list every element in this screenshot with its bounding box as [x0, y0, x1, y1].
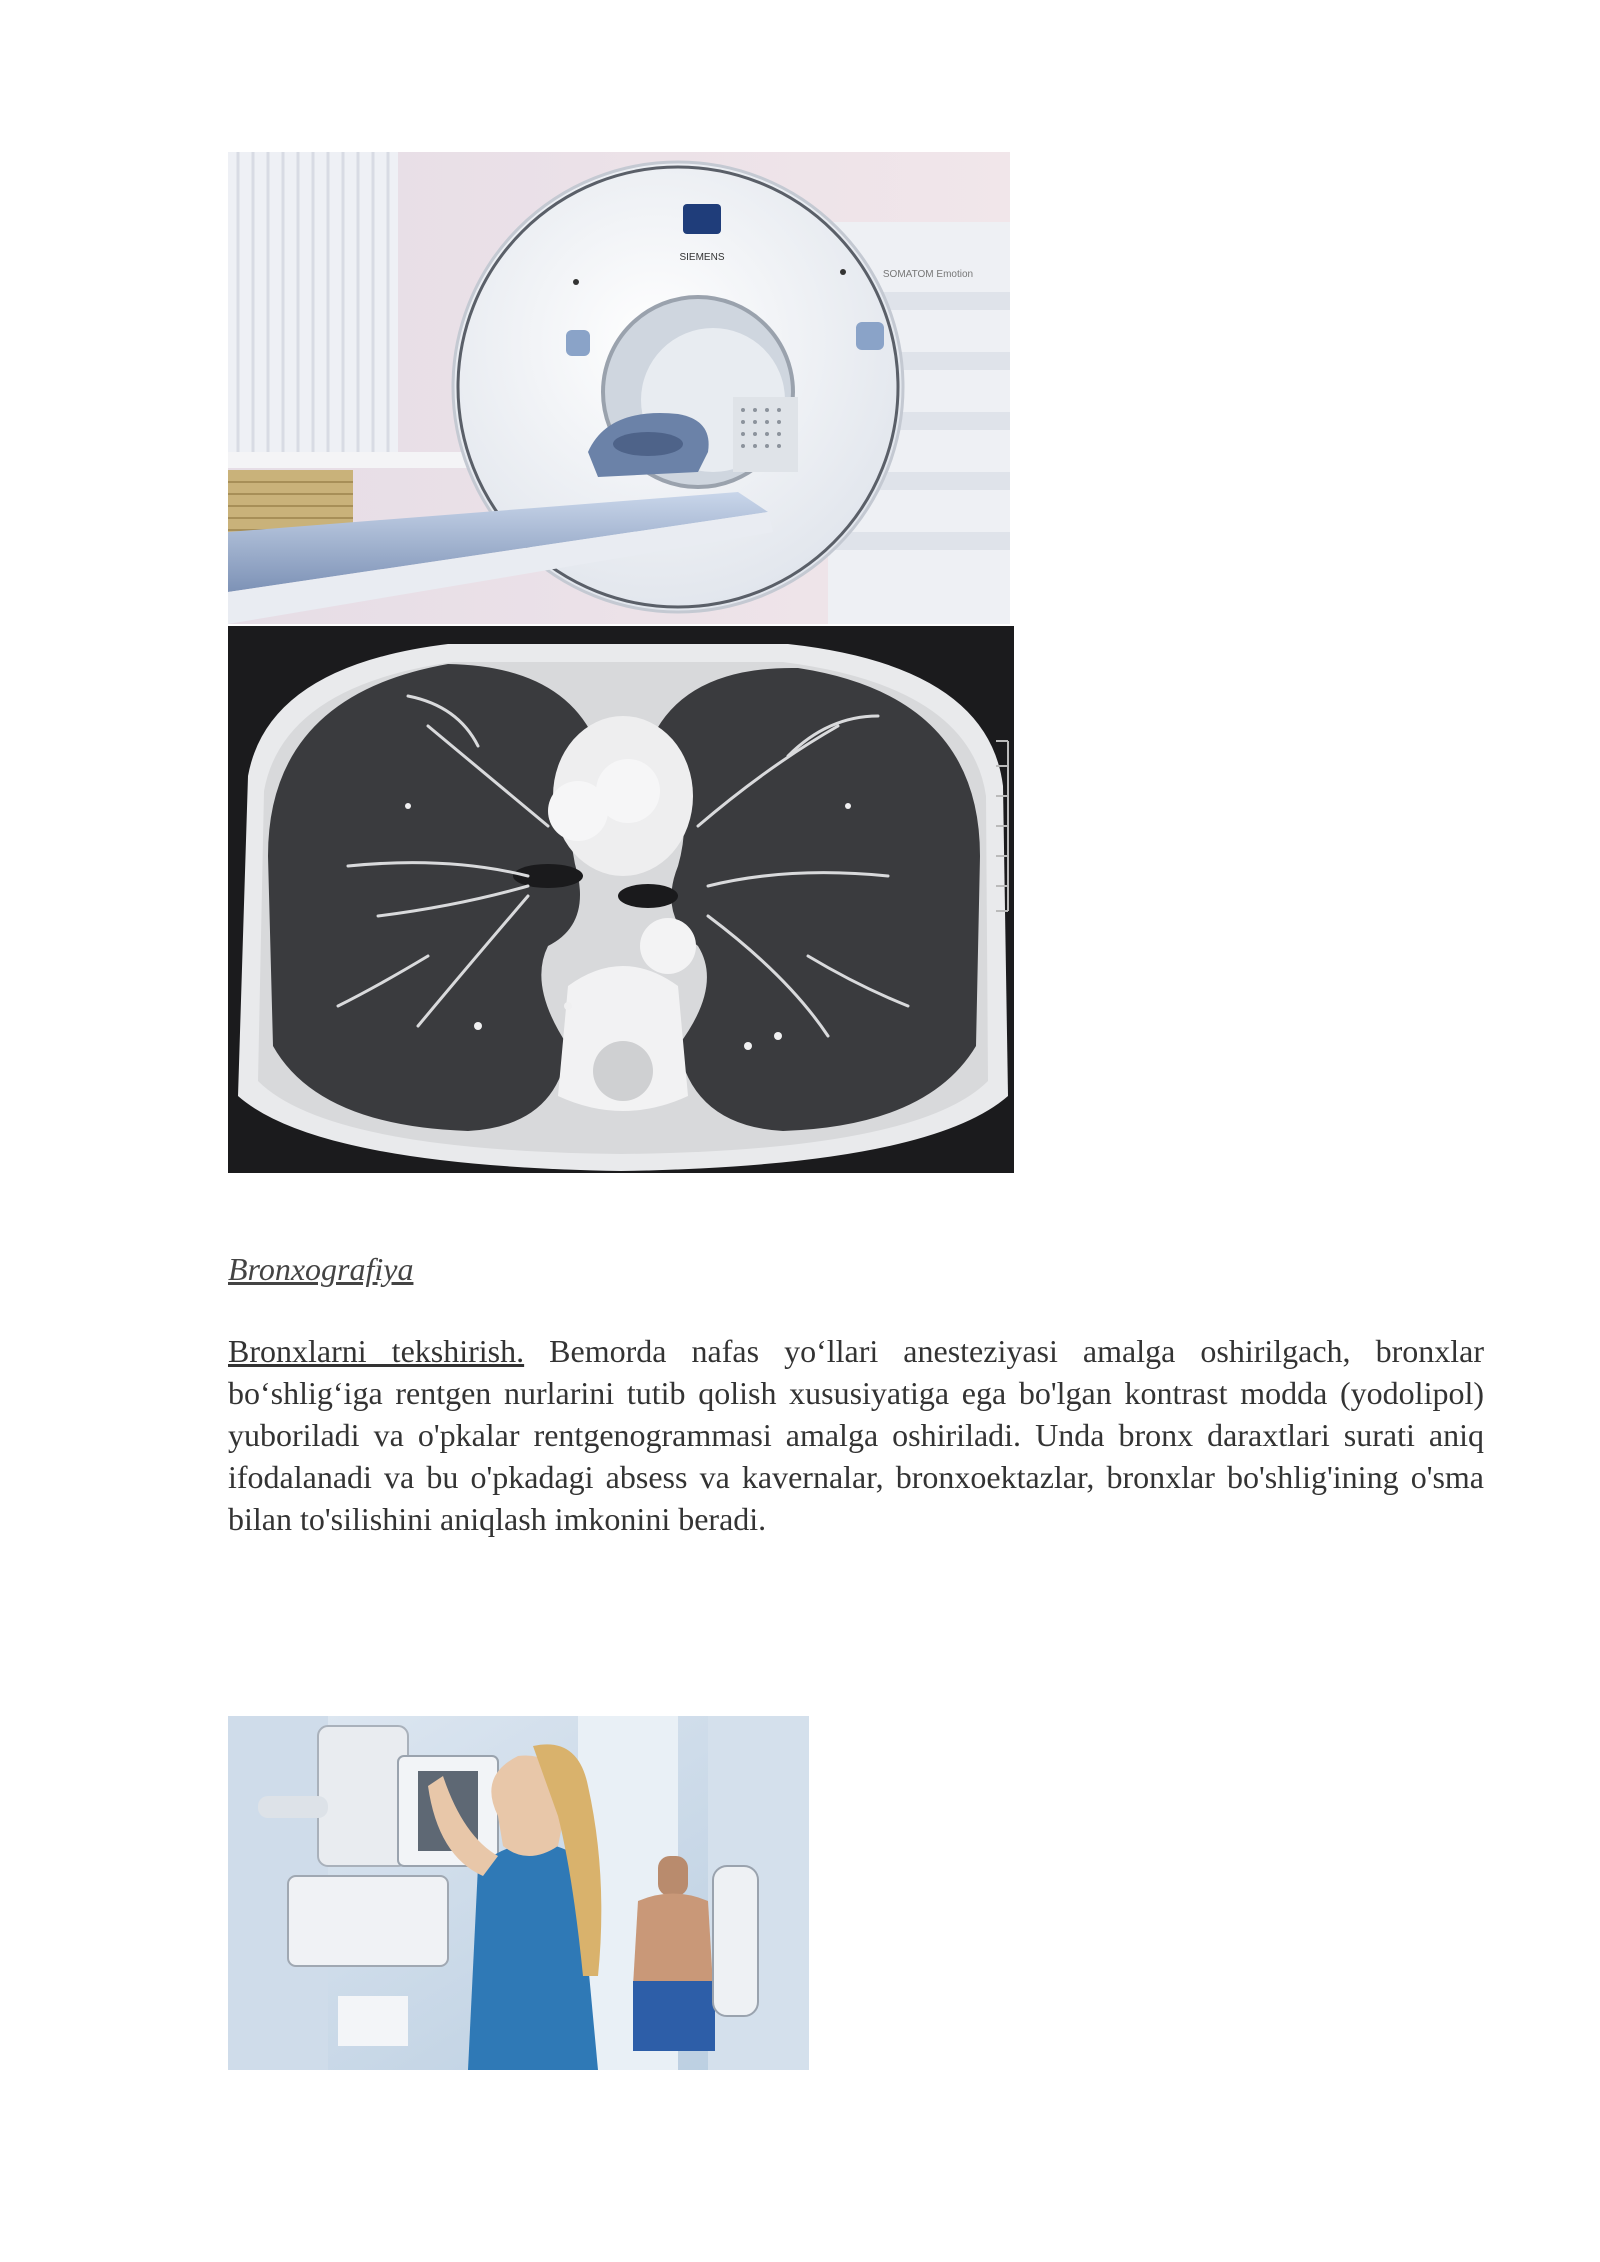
- section-heading: Bronxografiya: [228, 1251, 414, 1287]
- scanner-model-label: SOMATOM Emotion: [882, 269, 974, 280]
- scanner-brand-label: SIEMENS: [679, 252, 725, 263]
- ct-lung-slice-image: [228, 626, 1014, 1173]
- body-text: Bemorda nafas yo‘llari anesteziyasi amalga oshirilgach, bronxlar bo‘shlig‘iga rentgen nurlarini tutib qolish xususiyatiga ega bo'lgan kontrast modda (yodolipol) yuboriladi va o'pkalar rentgenogrammasi amalga oshiriladi. Unda bronx daraxtlari surati aniq ifodalanadi va bu o'pkadagi absess va kavernalar, bronxoektazlar, bronxlar bo'shlig'ining o'sma bilan to'silishini aniqlash imkonini beradi.: [228, 1333, 1485, 1537]
- ct-scanner-photo: [228, 152, 1010, 624]
- xray-exam-photo: [228, 1716, 809, 2070]
- lead-phrase: Bronxlarni tekshirish.: [228, 1333, 525, 1369]
- section-body: [228, 1330, 1484, 1540]
